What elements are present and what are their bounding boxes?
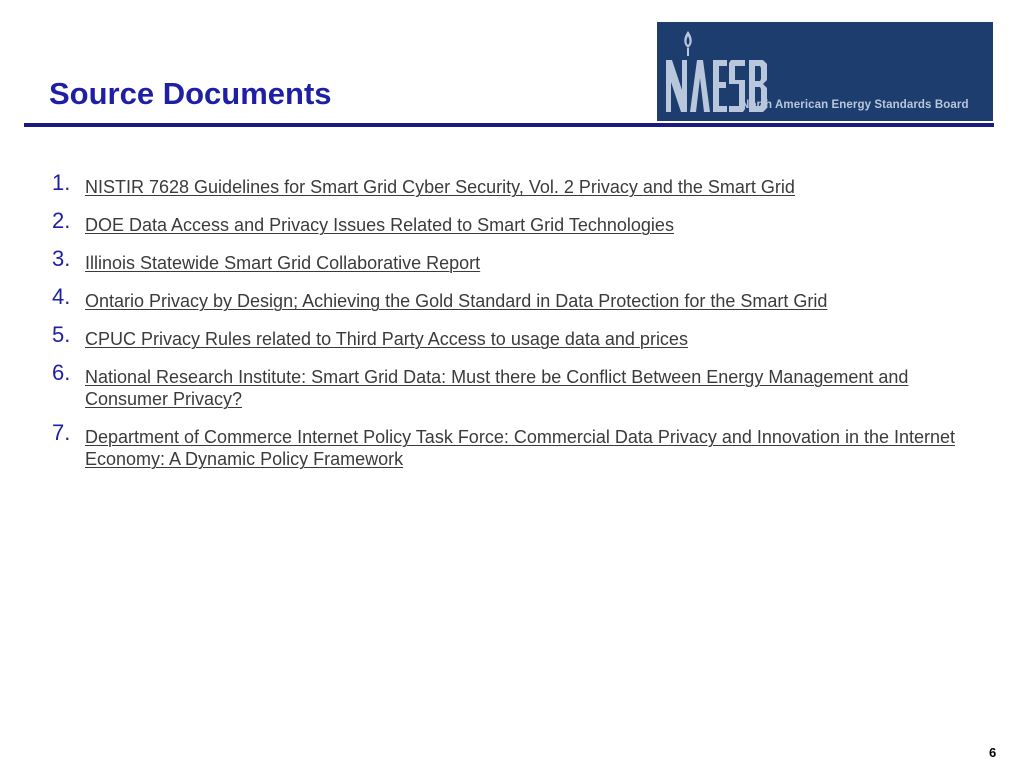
list-item-number: 2.	[52, 208, 71, 233]
document-link[interactable]: Department of Commerce Internet Policy Task Force: Commercial Data Privacy and Innovation in the Internet Economy: A Dynamic Policy Framework	[85, 427, 956, 469]
source-document-list	[52, 170, 987, 486]
list-item-number: 7.	[52, 420, 71, 445]
list-item-number: 3.	[52, 246, 71, 271]
document-link[interactable]: Illinois Statewide Smart Grid Collaborative Report	[85, 253, 481, 273]
list-item	[52, 360, 987, 410]
list-item-number: 4.	[52, 284, 71, 309]
list-item	[52, 246, 987, 274]
naesb-logo	[657, 22, 993, 121]
list-item	[52, 208, 987, 236]
list-item	[52, 170, 987, 198]
document-link[interactable]: CPUC Privacy Rules related to Third Party Access to usage data and prices	[85, 329, 688, 349]
document-link[interactable]: National Research Institute: Smart Grid Data: Must there be Conflict Between Energy Management and Consumer Privacy?	[85, 367, 909, 409]
list-item-number: 6.	[52, 360, 71, 385]
page-title: Source Documents	[49, 76, 332, 111]
document-link[interactable]: NISTIR 7628 Guidelines for Smart Grid Cyber Security, Vol. 2 Privacy and the Smart Grid	[85, 177, 795, 197]
list-item-number: 1.	[52, 170, 71, 195]
logo-caption: North American Energy Standards Board	[741, 99, 969, 111]
list-item	[52, 284, 987, 312]
list-item	[52, 322, 987, 350]
page-number: 6	[989, 745, 997, 760]
list-item-number: 5.	[52, 322, 71, 347]
document-link[interactable]: Ontario Privacy by Design; Achieving the Gold Standard in Data Protection for the Smart Grid	[85, 291, 828, 311]
list-item	[52, 420, 987, 470]
title-divider	[24, 123, 994, 127]
document-link[interactable]: DOE Data Access and Privacy Issues Related to Smart Grid Technologies	[85, 215, 674, 235]
